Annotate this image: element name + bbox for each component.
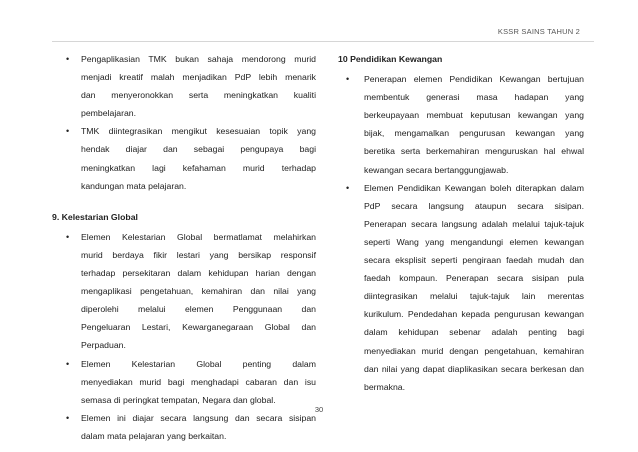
- header-divider: [52, 41, 594, 42]
- text-line: diintegrasikan melalui tajuk-tajuk lain merentas: [364, 291, 584, 302]
- text-line: meningkatkan lagi kefahaman murid terhadap: [81, 162, 316, 173]
- running-header: KSSR SAINS TAHUN 2: [497, 27, 580, 36]
- text-line: Pengaplikasian TMK bukan sahaja mendorong murid: [81, 54, 316, 64]
- intro-bullet-list: [52, 50, 316, 195]
- text-line: Perpaduan.: [81, 340, 126, 351]
- bullet-icon: •: [66, 54, 70, 64]
- kewangan-bullet-list: [338, 70, 584, 396]
- text-line: kurikulum. Pendedahan kepada pengurusan kewangan: [364, 309, 584, 320]
- text-line: murid berdaya fikir lestari yang bersikap responsif: [81, 249, 316, 260]
- text-line: secara eksplisit seperti pengiraan faedah mudah dan: [364, 255, 584, 266]
- text-line: kandungan mata pelajaran.: [81, 180, 187, 191]
- text-line: Elemen Pendidikan Kewangan boleh diterapkan dalam: [364, 182, 584, 193]
- text-line: bijak, mengamalkan pengurusan kewangan yang: [364, 128, 584, 139]
- text-line: semasa di peringkat tempatan, Negara dan global.: [81, 394, 276, 405]
- bullet-icon: •: [346, 74, 350, 85]
- list-item: [52, 409, 316, 445]
- text-line: Elemen Kelestarian Global penting dalam: [81, 358, 316, 369]
- text-line: mengaplikasi pengetahuan, kemahiran dan nilai yang: [81, 286, 316, 297]
- text-line: berkeupayaan membuat keputusan kewangan yang: [364, 110, 584, 121]
- text-line: menjadi kreatif malah menjadikan PdP lebih menarik: [81, 72, 316, 83]
- text-line: hendak diajar dan sebagai pengupaya bagi: [81, 144, 316, 155]
- list-item: [52, 50, 316, 122]
- text-line: beretika serta berkemahiran menguruskan hal ehwal: [364, 146, 584, 157]
- bullet-icon: •: [66, 231, 70, 242]
- text-line: faedah kompaun. Penerapan secara sisipan pula: [364, 273, 584, 284]
- bullet-icon: •: [66, 358, 70, 369]
- text-line: TMK diintegrasikan mengikut kesesuaian topik yang: [81, 126, 316, 137]
- section-heading-kelestarian-global: 9. Kelestarian Global: [52, 211, 138, 222]
- bullet-icon: •: [66, 126, 70, 137]
- text-line: Elemen Kelestarian Global bermatlamat melahirkan: [81, 231, 316, 242]
- text-line: seperti Wang yang mengandungi elemen kewangan: [364, 236, 584, 247]
- text-line: Penerapan secara langsung adalah melalui tajuk-tajuk: [364, 218, 584, 229]
- section-heading-pendidikan-kewangan: 10 Pendidikan Kewangan: [338, 54, 443, 64]
- text-line: PdP secara langsung ataupun secara sisipan.: [364, 200, 584, 211]
- text-line: membentuk generasi masa hadapan yang: [364, 92, 584, 103]
- bullet-icon: •: [346, 182, 350, 193]
- text-line: menyediakan murid bagi menghadapi cabaran dan isu: [81, 376, 316, 387]
- text-line: pembelajaran.: [81, 108, 137, 119]
- text-line: Elemen ini diajar secara langsung dan secara sisipan: [81, 412, 316, 423]
- right-column: [338, 50, 584, 396]
- list-item: [52, 228, 316, 355]
- text-line: Pengeluaran Lestari, Kewarganegaraan Global dan: [81, 322, 316, 333]
- page-number: 30: [314, 405, 324, 414]
- text-line: terhadap persekitaran dalam kehidupan harian dengan: [81, 268, 316, 279]
- text-line: diperolehi melalui elemen Penggunaan dan: [81, 304, 316, 315]
- text-line: Penerapan elemen Pendidikan Kewangan bertujuan: [364, 74, 584, 85]
- list-item: [338, 70, 584, 179]
- text-line: menyediakan murid dengan pengetahuan, kemahiran: [364, 345, 584, 356]
- list-item: [52, 122, 316, 194]
- list-item: [338, 179, 584, 396]
- text-line: dan menyeronokkan serta meningkatkan kualiti: [81, 90, 316, 101]
- list-item: [52, 355, 316, 409]
- bullet-icon: •: [66, 412, 70, 423]
- text-line: dalam mata pelajaran yang berkaitan.: [81, 430, 227, 441]
- text-line: dan nilai yang dapat diaplikasikan secara berkesan dan: [364, 363, 584, 374]
- left-column: [52, 50, 316, 445]
- text-line: kewangan secara bertanggungjawab.: [364, 164, 509, 175]
- text-line: dalam kehidupan sebenar adalah penting bagi: [364, 327, 584, 338]
- text-line: bermakna.: [364, 381, 406, 392]
